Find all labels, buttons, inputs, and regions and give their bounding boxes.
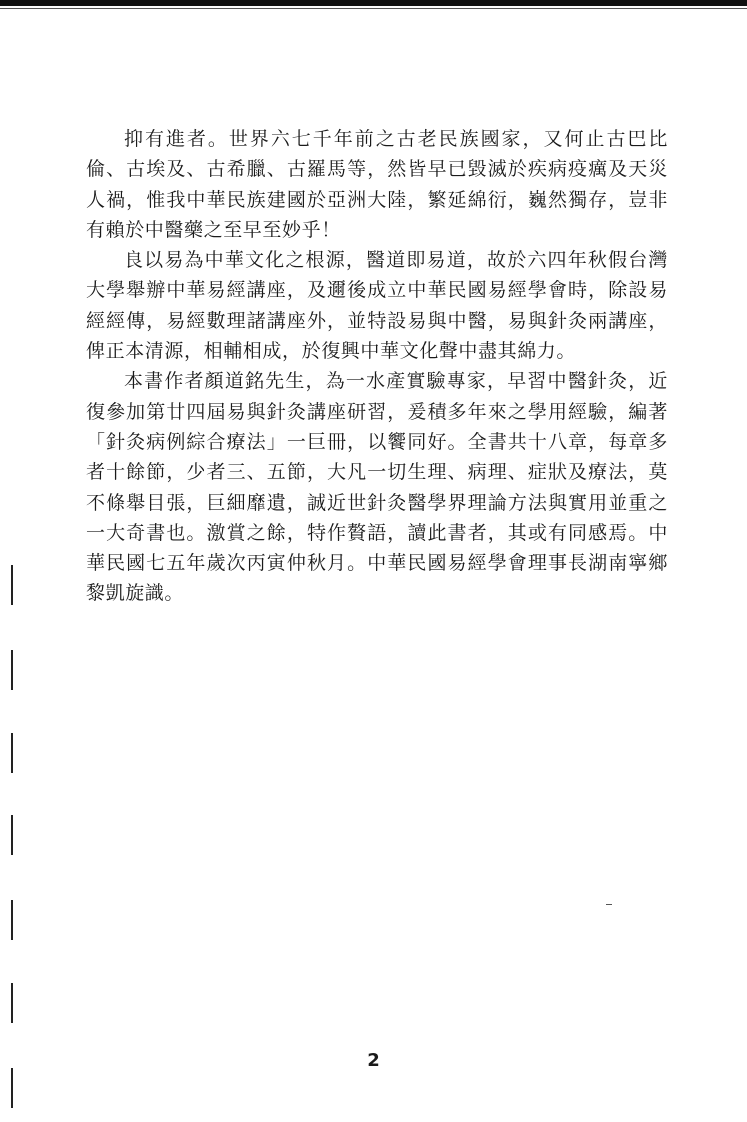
margin-scan-mark — [11, 650, 13, 690]
paragraph-2: 良以易為中華文化之根源，醫道即易道，故於六四年秋假台灣大學舉辦中華易經講座，及邇後成立中華民國易經學會時，除設易經經傳，易經數理諸講座外，並特設易與中醫，易與針灸兩講座，俾正本清源，相輔相成，於復興中華文化聲中盡其綿力。 — [86, 249, 668, 363]
margin-scan-mark — [11, 565, 13, 605]
paragraph-1: 抑有進者。世界六七千年前之古老民族國家，又何止古巴比倫、古埃及、古希臘、古羅馬等，然皆早已毀滅於疾病疫癘及天災人禍，惟我中華民族建國於亞洲大陸，繁延綿衍，巍然獨存，豈非有賴於中醫藥之至早至妙乎！ — [86, 128, 668, 241]
margin-scan-mark — [11, 1068, 13, 1108]
paragraph-3: 本書作者顏道銘先生，為一水產實驗專家，早習中醫針灸，近復參加第廿四屆易與針灸講座研習，爰積多年來之學用經驗，編著「針灸病例綜合療法」一巨冊，以饗同好。全書共十八章，每章多者十餘節，少者三、五節，大凡一切生理、病理、症狀及療法，莫不條舉目張，巨細靡遺，誠近世針灸醫學界理論方法與實用並重之一大奇書也。激賞之餘，特作贅語，讀此書者，其或有同感焉。中華民國七五年歲次丙寅仲秋月。中華民國易經學會理事長湖南寧鄉黎凱旋識。 — [86, 370, 668, 605]
scan-speck — [606, 904, 612, 905]
page-number: 2 — [367, 1050, 380, 1071]
top-border-rule — [0, 0, 747, 6]
margin-scan-mark — [11, 900, 13, 940]
margin-scan-mark — [11, 983, 13, 1023]
margin-scan-mark — [11, 733, 13, 773]
body-text — [86, 124, 668, 609]
margin-scan-mark — [11, 815, 13, 855]
top-border-thin-rule — [0, 8, 747, 9]
